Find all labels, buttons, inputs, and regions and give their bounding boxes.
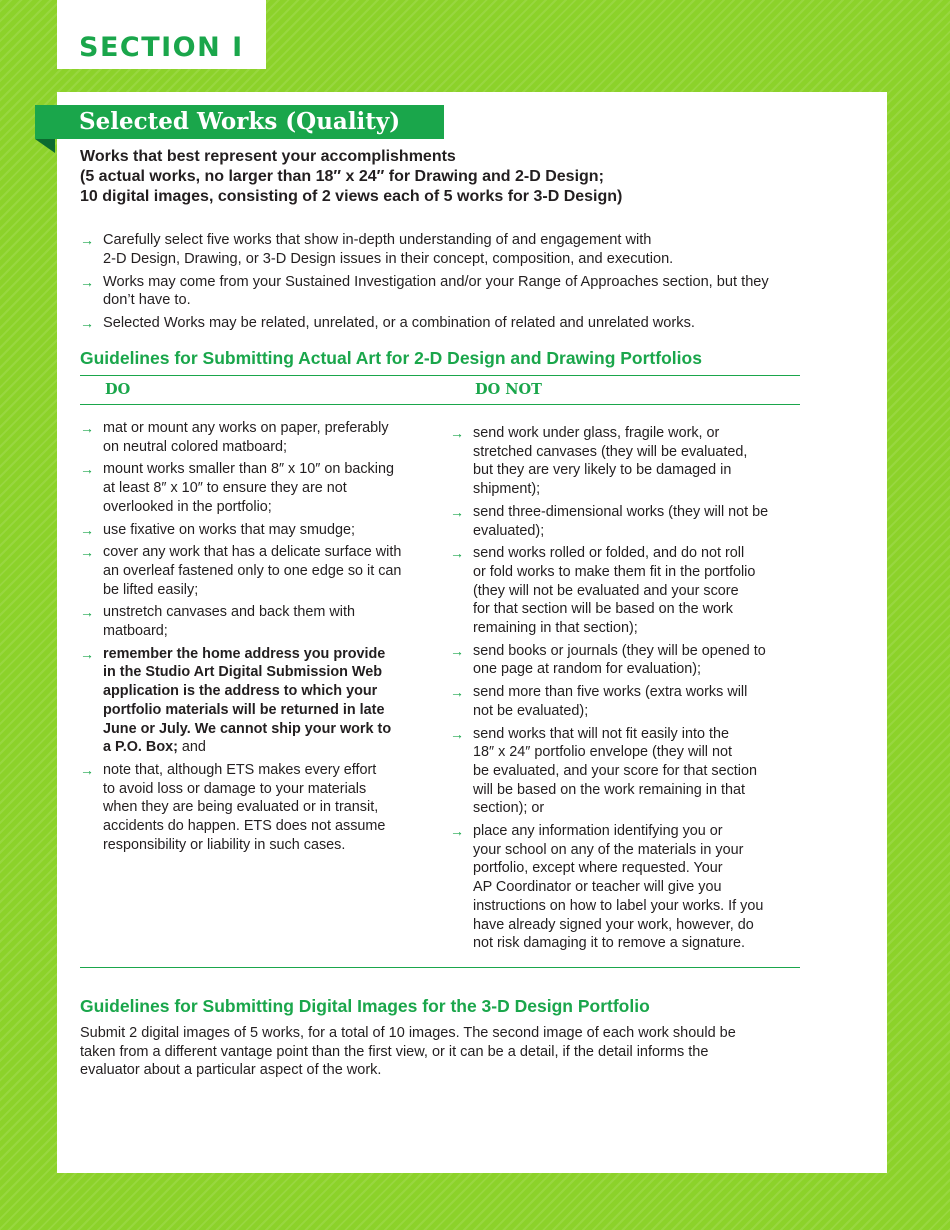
do-not-item — [450, 822, 810, 953]
text-line: note that, although ETS makes every effort — [103, 761, 377, 778]
text-line: Carefully select five works that show in-depth understanding of and engagement with — [103, 232, 652, 248]
arrow-icon: → — [450, 642, 464, 659]
text-line: to avoid loss or damage to your materials — [103, 780, 367, 797]
text-line: send works that will not fit easily into the — [473, 725, 729, 742]
rule-header — [80, 404, 800, 405]
arrow-icon: → — [450, 425, 464, 441]
guidelines-3d-heading: Guidelines for Submitting Digital Images for the 3-D Design Portfolio — [80, 996, 650, 1016]
text-line: 2-D Design, Drawing, or 3-D Design issues in their concept, composition, and execution. — [103, 250, 674, 267]
text-line: AP Coordinator or teacher will give you — [473, 879, 722, 896]
bullet-item — [80, 273, 840, 310]
text-line — [103, 738, 442, 757]
do-item — [80, 460, 442, 516]
po-box-note: a P.O. Box; — [103, 739, 178, 756]
text-line: instructions on how to label your works. If you — [473, 897, 764, 914]
arrow-icon: → — [80, 544, 94, 561]
text-line: send three-dimensional works (they will not be — [473, 503, 769, 520]
banner-fold — [35, 139, 55, 153]
text-line: in the Studio Art Digital Submission Web — [103, 664, 383, 681]
do-not-item — [450, 683, 810, 720]
arrow-icon: → — [80, 315, 94, 332]
section-tab — [57, 0, 266, 69]
arrow-icon: → — [80, 761, 94, 778]
text-line: send work under glass, fragile work, or — [473, 425, 720, 441]
arrow-icon: → — [80, 604, 94, 621]
text-line: when they are being evaluated or in transit, — [103, 799, 379, 816]
text-line: send more than five works (extra works will — [473, 684, 748, 701]
text-line: will be based on the work remaining in that — [473, 781, 745, 798]
text-line: overlooked in the portfolio; — [103, 498, 272, 515]
intro-line: (5 actual works, no larger than 18″ x 24″ for Drawing and 2-D Design; — [80, 168, 604, 185]
intro-line: Works that best represent your accomplishments — [80, 148, 456, 165]
guidelines-2d-heading: Guidelines for Submitting Actual Art for 2-D Design and Drawing Portfolios — [80, 348, 702, 368]
do-not-item — [450, 424, 810, 499]
title-banner — [35, 105, 444, 139]
do-item — [80, 543, 442, 599]
text-line: June or July. We cannot ship your work to — [103, 720, 392, 737]
text-line: or fold works to make them fit in the portfolio — [473, 563, 756, 580]
arrow-icon: → — [80, 521, 94, 538]
text-line: matboard; — [103, 623, 168, 640]
text-line: don’t have to. — [103, 292, 191, 309]
do-not-heading: DO NOT — [475, 381, 542, 398]
arrow-icon: → — [80, 645, 94, 662]
text-line: shipment); — [473, 481, 541, 498]
arrow-icon: → — [450, 725, 464, 742]
intro-line: 10 digital images, consisting of 2 views each of 5 works for 3-D Design) — [80, 188, 623, 205]
do-not-item — [450, 544, 810, 638]
text-line: responsibility or liability in such cases. — [103, 836, 346, 853]
arrow-icon: → — [80, 273, 94, 290]
text-line: portfolio, except where requested. Your — [473, 860, 723, 877]
arrow-icon: → — [80, 420, 94, 436]
text-line: an overleaf fastened only to one edge so it can — [103, 562, 402, 579]
arrow-icon: → — [450, 823, 464, 840]
text-line: application is the address to which your — [103, 683, 378, 700]
text-line: evaluated); — [473, 522, 545, 539]
arrow-icon: → — [450, 503, 464, 520]
text-line: remember the home address you provide — [103, 645, 386, 662]
bullet-item — [80, 314, 840, 333]
arrow-icon: → — [80, 461, 94, 478]
do-not-item — [450, 725, 810, 819]
text-line: cover any work that has a delicate surface with — [103, 544, 402, 561]
text-line: unstretch canvases and back them with — [103, 604, 355, 621]
intro-text — [80, 147, 840, 207]
text-line: mat or mount any works on paper, preferably — [103, 420, 389, 436]
text-line: at least 8″ x 10″ to ensure they are not — [103, 480, 347, 497]
text-line: on neutral colored matboard; — [103, 438, 287, 455]
do-item — [80, 419, 442, 456]
text-line: taken from a different vantage point than the first view, or it can be a detail, if the detail informs the — [80, 1043, 709, 1060]
do-item — [80, 521, 442, 540]
arrow-icon: → — [450, 684, 464, 701]
and-text: and — [177, 739, 206, 756]
do-heading: DO — [105, 381, 131, 398]
digital-images-paragraph — [80, 1024, 800, 1080]
text-line: for that section will be based on the work — [473, 601, 733, 618]
text-line: Works may come from your Sustained Investigation and/or your Range of Approaches section, but they — [103, 273, 769, 290]
section-label: SECTION I — [79, 32, 244, 63]
rule-top — [80, 375, 800, 376]
text-line: have already signed your work, however, do — [473, 916, 754, 933]
text-line: one page at random for evaluation); — [473, 661, 702, 678]
do-not-column — [450, 424, 810, 957]
text-line: Submit 2 digital images of 5 works, for a total of 10 images. The second image of each work should be — [80, 1025, 736, 1041]
rule-bottom — [80, 967, 800, 968]
text-line: evaluator about a particular aspect of the work. — [80, 1062, 382, 1079]
text-line: use fixative on works that may smudge; — [103, 521, 355, 538]
text-line: place any information identifying you or — [473, 823, 723, 840]
arrow-icon: → — [450, 545, 464, 562]
text-line: be evaluated, and your score for that section — [473, 762, 757, 779]
do-not-item — [450, 642, 810, 679]
text-line: but they are very likely to be damaged in — [473, 462, 732, 479]
do-column — [80, 419, 442, 858]
selection-bullets — [80, 231, 840, 337]
bullet-item — [80, 231, 840, 268]
do-not-item — [450, 503, 810, 540]
text-line: Selected Works may be related, unrelated, or a combination of related and unrelated works. — [103, 315, 695, 332]
text-line: section); or — [473, 800, 545, 817]
text-line: 18″ x 24″ portfolio envelope (they will not — [473, 744, 732, 761]
text-line: not be evaluated); — [473, 702, 589, 719]
text-line: remaining in that section); — [473, 620, 638, 637]
do-item — [80, 603, 442, 640]
do-item-return-address — [80, 645, 442, 757]
text-line: (they will not be evaluated and your score — [473, 582, 739, 599]
do-item — [80, 761, 442, 855]
text-line: portfolio materials will be returned in late — [103, 701, 385, 718]
arrow-icon: → — [80, 232, 94, 248]
text-line: not risk damaging it to remove a signature. — [473, 935, 745, 952]
text-line: be lifted easily; — [103, 581, 199, 598]
text-line: your school on any of the materials in your — [473, 841, 744, 858]
text-line: stretched canvases (they will be evaluated, — [473, 443, 748, 460]
text-line: mount works smaller than 8″ x 10″ on backing — [103, 461, 394, 478]
banner-title: Selected Works (Quality) — [79, 108, 401, 135]
text-line: accidents do happen. ETS does not assume — [103, 818, 386, 835]
text-line: send books or journals (they will be opened to — [473, 642, 766, 659]
text-line: send works rolled or folded, and do not roll — [473, 545, 745, 562]
